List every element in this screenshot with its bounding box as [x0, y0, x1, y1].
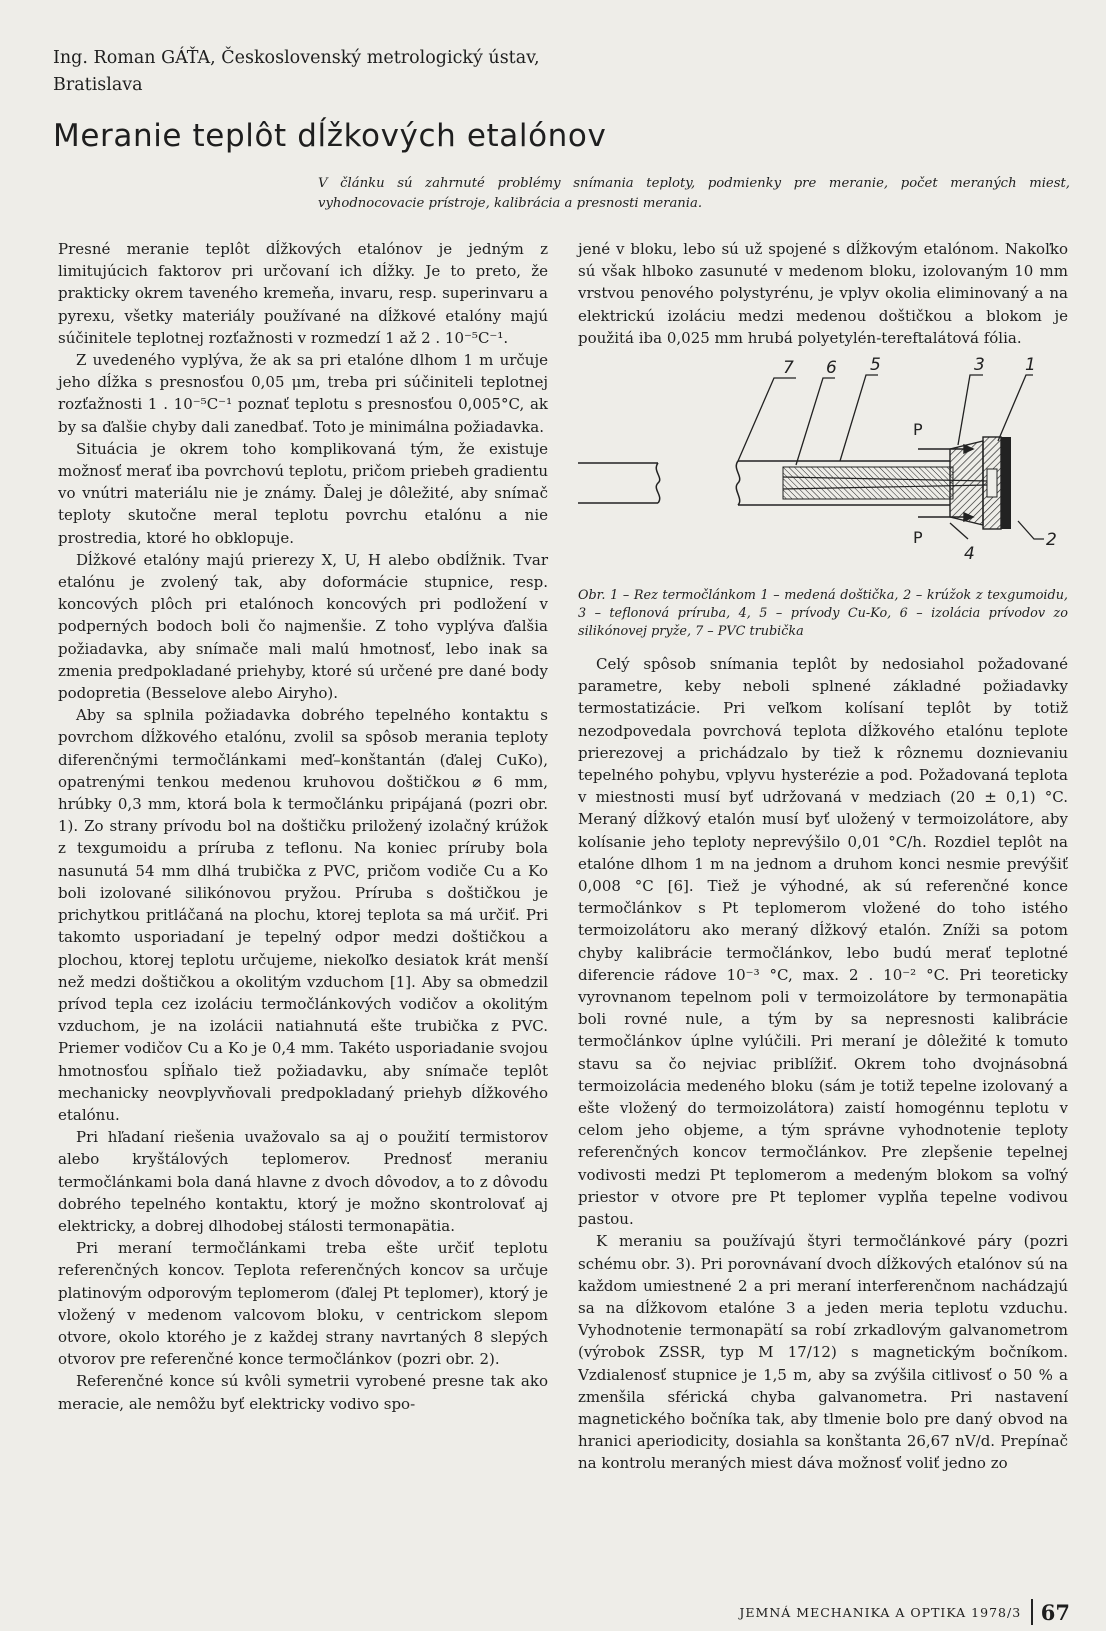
footer-divider [1031, 1599, 1033, 1625]
label-6: 6 [826, 358, 837, 379]
paragraph: Z uvedeného vyplýva, že ak sa pri etalóne dlhom 1 m určuje jeho dĺžka s presnosťou 0,05 μm, treba pri súčiniteli teplotnej rozťažnosti 1 . 10⁻⁵C⁻¹ poznať teplotu s presnosťou 0,005°C, ak by sa ďalšie chyby dali zanedbať. Toto je minimálna požiadavka. [58, 351, 548, 436]
label-4: 4 [964, 544, 975, 565]
paragraph: Situácia je okrem toho komplikovaná tým, že existuje možnosť merať iba povrchovú teplotu, pričom priebeh gradientu vo vnútri materiálu nie je známy. Ďalej je dôležité, aby snímač teploty skutočne meral teplotu povrchu etalónu a nie prostredia, ktoré ho obklopuje. [58, 439, 548, 547]
article-title: Meranie teplôt dĺžkových etalónov [53, 118, 607, 154]
silicone-insulation [783, 467, 953, 499]
ring-bore [987, 469, 997, 497]
teflon-flange [950, 441, 983, 525]
label-p-bottom: P [913, 528, 923, 548]
paragraph: Aby sa splnila požiadavka dobrého tepelného kontaktu s povrchom dĺžkového etalónu, zvolil sa spôsob merania teploty diferenčnými termočlánkami meď–konštantán (ďalej CuKo), opatrenými tenkou medenou kruhovou doštičkou ⌀ 6 mm, hrúbky 0,3 mm, ktorá bola k termočlánku pripájaná (pozri obr. 1). Zo strany prívodu bol na doštičku priložený izolačný krúžok z texgumoidu a príruba z teflonu. Na koniec príruby bola nasunutá 54 mm dlhá trubička z PVC, pričom vodiče Cu a Ko boli izolované silikónovou pryžou. Príruba s doštičkou je prichytkou pritláčaná na plochu, ktorej teplota sa má určiť. Pri takomto usporiadaní je tepelný odpor medzi doštičkou a plochou, ktorej teplotu určujeme, niekoľko desiatok krát menší než medzi doštičkou a okolitým vzduchom [1]. Aby sa obmedzil prívod tepla cez izoláciu termočlánkových vodičov a okolitým vzduchom, je na izolácii natiahnutá ešte trubička z PVC. Priemer vodičov Cu a Ko je 0,4 mm. Takéto usporiadanie svojou hmotnosťou spĺňalo tiež požiadavku, aby snímače teplôt mechanicky neovplyvňovali predpokladaný priehyb dĺžkového etalónu. [58, 706, 548, 1124]
label-3: 3 [974, 355, 985, 376]
paragraph: Pri meraní termočlánkami treba ešte určiť teplotu referenčných koncov. Teplota referenčných koncov sa určuje platinovým odporovým teplomerom (ďalej Pt teplomer), ktorý je vložený v medenom valcovom bloku, v centrickom slepom otvore, okolo ktorého je z každej strany navrtaných 8 slepých otvorov pre referenčné konce termočlánkov (pozri obr. 2). [58, 1239, 548, 1369]
paragraph: Dĺžkové etalóny majú prierezy X, U, H alebo obdĺžnik. Tvar etalónu je zvolený tak, aby doformácie stupnice, resp. koncových plôch pri etalónoch koncových pri podložení v podperných bodoch boli čo najmenšie. Z toho vyplýva ďalšia požiadavka, aby snímače mali malú hmotnosť, lebo inak sa zmenia predpokladané priehyby, ktoré sú určené pre dané body podopretia (Besselove alebo Airyho). [58, 550, 548, 703]
page-number: 67 [1040, 1599, 1070, 1625]
right-column [578, 238, 1068, 1475]
paragraph: Referenčné konce sú kvôli symetrii vyrobené presne tak ako meracie, ale nemôžu byť elektricky vodivo spo- [58, 1372, 548, 1413]
label-7: 7 [783, 358, 794, 379]
label-5: 5 [870, 355, 881, 376]
thermocouple-cross-section-figure [578, 353, 1068, 585]
label-2: 2 [1046, 530, 1057, 551]
paragraph: K meraniu sa používajú štyri termočlánkové páry (pozri schému obr. 3). Pri porovnávaní dvoch dĺžkových etalónov sú na každom umiestnené 2 a pri meraní interferenčnom nachádzajú sa na dĺžkovom etalóne 3 a jeden meria teplotu vzduchu. Vyhodnotenie termonapätí sa robí zrkadlovým galvanometrom (výrobok ZSSR, typ M 17/12) s magnetickým bočníkom. Vzdialenosť stupnice je 1,5 m, aby sa zvýšila citlivosť o 50 % a zmenšila sférická chyba galvanometra. Pri nastavení magnetického bočníka tak, aby tlmenie bolo pre daný obvod na hranici aperiodicity, dosiahla sa konštanta 26,67 nV/d. Prepínač na kontrolu meraných miest dáva možnosť voliť jedno zo [578, 1232, 1068, 1473]
paragraph: Pri hľadaní riešenia uvažovalo sa aj o použití termistorov alebo kryštálových teplomerov. Prednosť meraniu termočlánkami bola daná hlavne z dvoch dôvodov, a to z dôvodu dobrého tepelného kontaktu, ktorý je možno skontrolovať aj elektricky, a dobrej dlhodobej stálosti termonapätia. [58, 1128, 548, 1235]
label-1: 1 [1025, 355, 1036, 376]
paragraph: Presné meranie teplôt dĺžkových etalónov je jedným z limitujúcich faktorov pri určovaní ich dĺžky. Je to preto, že prakticky okrem taveného kremeňa, invaru, resp. superinvaru a pyrexu, všetky materiály používané na dĺžkové etalóny majú súčinitele teplotnej rozťažnosti v rozmedzí 1 až 2 . 10⁻⁵C⁻¹. [58, 240, 548, 347]
pvc-tube-left-stub [578, 463, 660, 503]
paragraph: jené v bloku, lebo sú už spojené s dĺžkovým etalónom. Nakoľko sú však hlboko zasunuté v medenom bloku, izolovaným 10 mm vrstvou penového polystyrénu, je vplyv okolia eliminovaný a na elektrickú izoláciu medzi medenou doštičkou a blokom je použitá iba 0,025 mm hrubá polyetylén-tereftalátová fólia. [578, 240, 1068, 347]
author-affiliation [53, 45, 613, 99]
label-p-top: P [913, 420, 923, 440]
page-footer [739, 1599, 1070, 1625]
paragraph: Celý spôsob snímania teplôt by nedosiahol požadované parametre, keby neboli splnené základné požiadavky termostatizácie. Pri veľkom kolísaní teplôt by totiž nezodpovedala povrchová teplota dĺžkového etalónu teplote prierezovej a prichádzalo by tiež k rôznemu doznievaniu tepelného pohybu, vplyvu hysterézie a pod. Požadovaná teplota v miestnosti musí byť udržovaná v medziach (20 ± 0,1) °C. Meraný dĺžkový etalón musí byť uložený v termoizolátore, aby kolísanie jeho teploty neprevýšilo 0,01 °C/h. Rozdiel teplôt na etalóne dlhom 1 m na jednom a druhom konci nesmie prevýšiť 0,008 °C [6]. Tiež je výhodné, ak sú referenčné konce termočlánkov s Pt teplomerom vložené do toho istého termoizolátoru ako meraný dĺžkový etalón. Zníži sa potom chyby kalibrácie termočlánkov, lebo budú merať teplotné diferencie rádove 10⁻³ °C, max. 2 . 10⁻² °C. Pri teoreticky vyrovnanom tepelnom poli v termoizolátore by termonapätia boli rovné nule, a tým by sa nepresnosti kalibrácie termočlánkov úplne vylúčili. Pri meraní je dôležité k tomuto stavu sa čo nejviac priblížiť. Okrem toho dvojnásobná termoizolácia medeného bloku (sám je totiž tepelne izolovaný a ešte vložený do termoizolátora) zaistí homogénnu teplotu v celom jeho objeme, a tým správne vyhodnotenie teploty referenčných koncov termočlánkov. Pre zlepšenie tepelnej vodivosti medzi Pt teplomerom a medeným blokom sa voľný priestor v otvore pre Pt teplomer vyplňa tepelne vodivou pastou. [578, 655, 1068, 1229]
thermocouple-diagram [578, 353, 1068, 585]
journal-name: JEMNÁ MECHANIKA A OPTIKA 1978/3 [739, 1604, 1022, 1620]
left-column [58, 238, 548, 1415]
copper-plate [1001, 437, 1011, 529]
abstract: V článku sú zahrnuté problémy snímania teploty, podmienky pre meranie, počet meraných miest, vyhodnocovacie prístroje, kalibrácia a presnosti merania. [318, 176, 1070, 211]
figure-caption: Obr. 1 – Rez termočlánkom 1 – medená doštička, 2 – krúžok z texgumoidu, 3 – teflonová príruba, 4, 5 – prívody Cu-Ko, 6 – izolácia prívodov zo silikónovej pryže, 7 – PVC trubička [578, 588, 1068, 640]
author-line-1: Ing. Roman GÁŤA, Československý metrologický ústav, [53, 48, 540, 68]
author-line-2: Bratislava [53, 75, 143, 95]
